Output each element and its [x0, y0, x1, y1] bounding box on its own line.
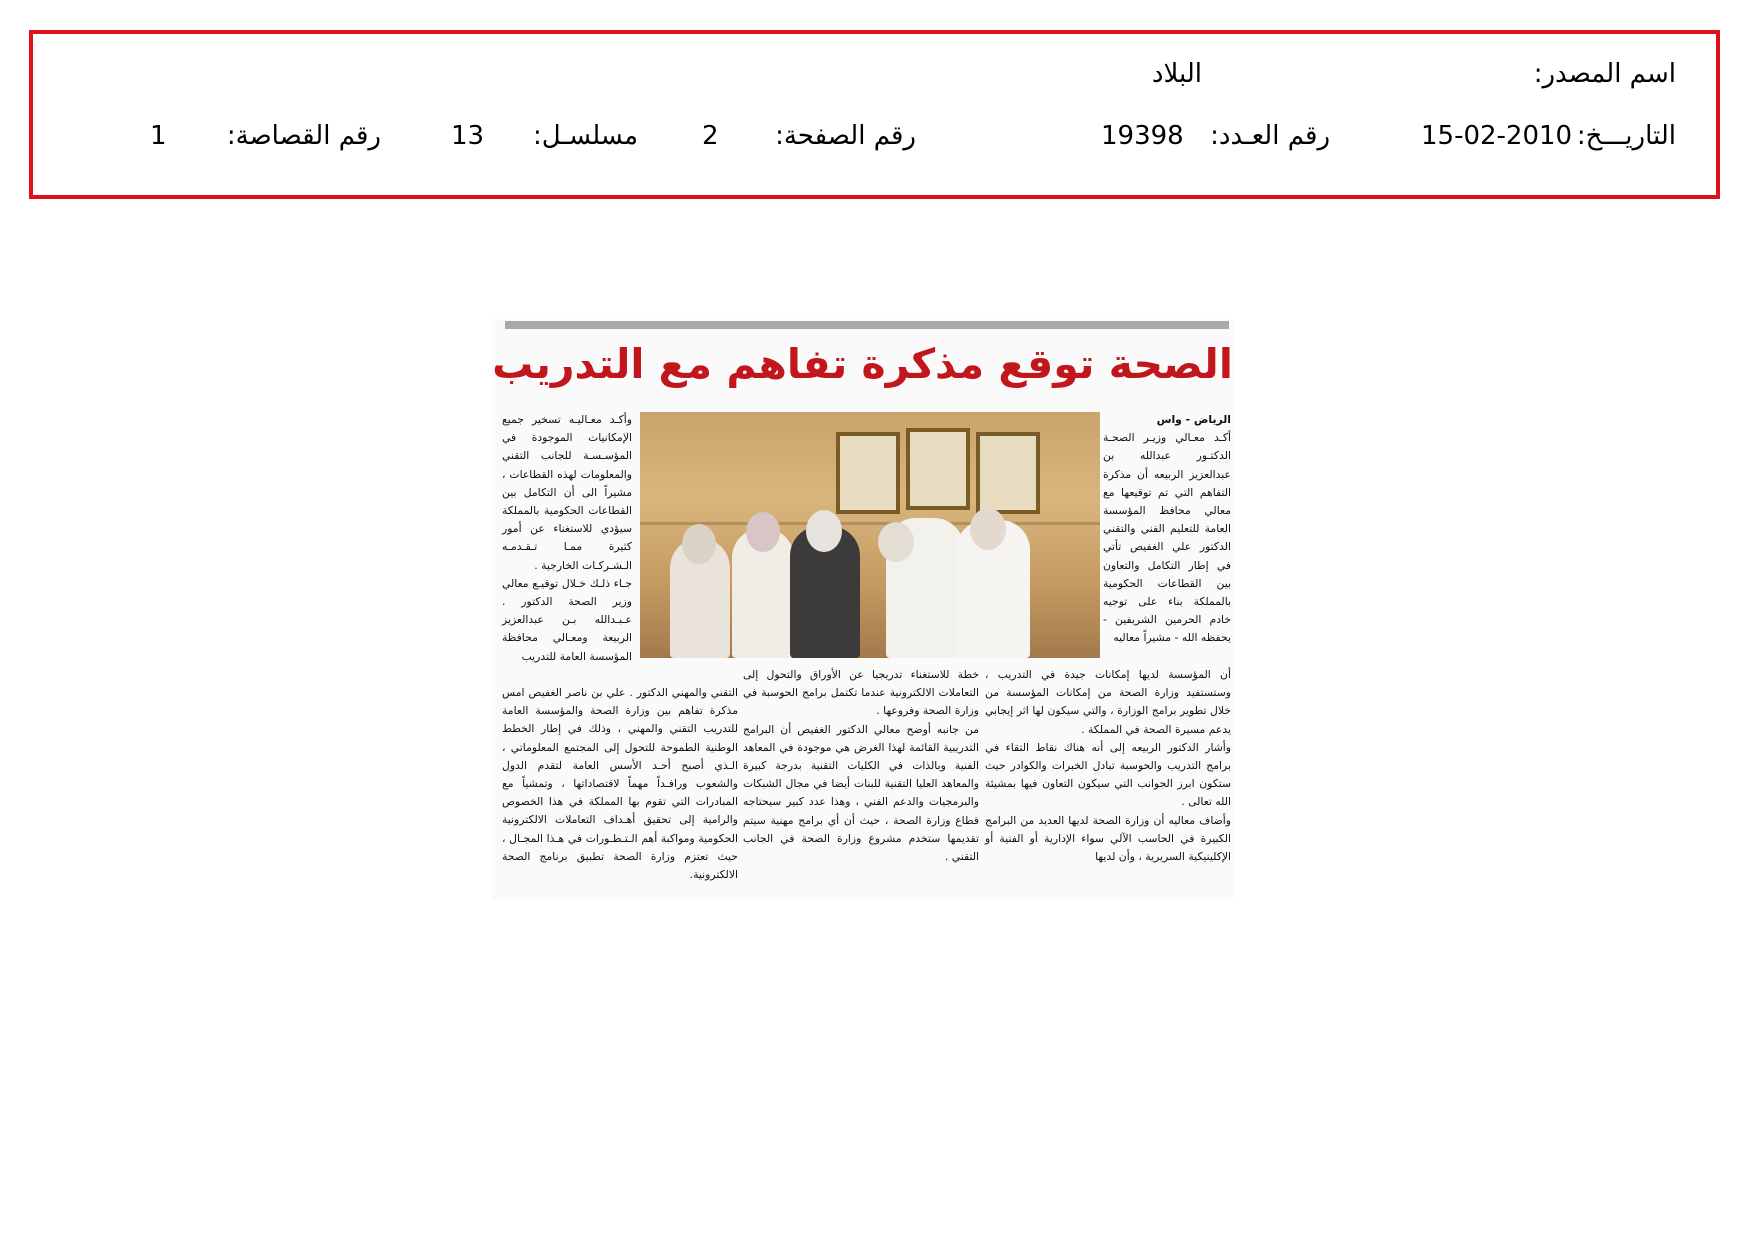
- clip-number-label: رقم القصاصة:: [226, 121, 381, 151]
- metadata-box: [29, 30, 1720, 199]
- article-column-right-bottom: [985, 666, 1231, 866]
- portrait-frame: [906, 428, 970, 510]
- issue-value: 19398: [1101, 121, 1184, 151]
- article-paragraph: أكـد معـالي وزيـر الصحـة الدكتـور عبدالله بن عبدالعزيز الربيعه أن مذكرة التفاهم التي تم توقيعها مع معالي محافظ المؤسسة العامة للتعليم الفني والتقني الدكتور علي الغفيص تأتي في إطار التكامل والتعاون بين القطاعات الحكومية بالمملكة بناء على توجيه خادم الحرمين الشريفين - يحفظه الله - مشيراً معاليه: [1103, 431, 1231, 645]
- article-dateline: الرياض - واس: [1156, 413, 1231, 426]
- article-paragraph: وأضاف معاليه أن وزارة الصحة لديها العديد من البرامج الكبيرة في الحاسب الآلي سواء الإدارية أو الفنية أو الإكلينيكية السريرية ، وأن لديها: [985, 813, 1231, 864]
- article-paragraph: وأشار الدكتور الربيعه إلى أنه هناك نقاط التقاء في برامج التدريب والحوسبة تبادل الخبرات والكوادر حيث ستكون ابرز الجوانب التي سيكون التعاون فيها بمشيئة الله تعالى .: [985, 740, 1231, 809]
- article-paragraph: التقني والمهني الدكتور . علي بن ناصر الغفيص امس مذكرة تفاهم بين وزارة الصحة والمؤسسة العامة للتدريب التقني والمهني ، وذلك في إطار الخطط الوطنية الطموحة للتحول إلى المجتمع المعلوماتي ، الـذي أصبح أحـد الأسس العامة لتقدم الدول والشعوب ورافـداً مهماً لاقتصاداتها ، وتمشياً مع المبادرات التي تقوم بها المملكة في هذا الخصوص والرامية إلى تحقيق أهـداف التعاملات الالكترونية الحكومية ومواكبة أهم الـتـطـورات في هـذا المجـال ، حيث تعتزم وزارة الصحة تطبيق برنامج الصحة الالكترونية.: [502, 686, 738, 882]
- article-column-right-top: [1103, 411, 1231, 648]
- serial-value: 13: [451, 121, 485, 151]
- article-column-middle: [743, 666, 979, 866]
- issue-label: رقم العـدد:: [1210, 121, 1330, 151]
- article-headline: الصحة توقع مذكرة تفاهم مع التدريب: [492, 340, 1233, 388]
- clip-number-value: 1: [150, 121, 167, 151]
- source-label: اسم المصدر:: [1533, 59, 1676, 89]
- page-label: رقم الصفحة:: [775, 121, 916, 151]
- article-paragraph: جـاء ذلـك خـلال توقيـع معالي وزير الصحة الدكتور . عـبـدالله بـن عبدالعزيز الربيعة ومعـالي محافظة المؤسسة العامة للتدريب: [502, 576, 632, 663]
- portrait-frame: [976, 432, 1040, 514]
- portrait-frame: [836, 432, 900, 514]
- article-column-left-top: [502, 411, 632, 666]
- article-column-left-bottom: [502, 684, 738, 884]
- article-paragraph: خطة للاستغناء تدريجيا عن الأوراق والتحول إلى التعاملات الالكترونية عندما تكتمل برامج الحوسبة في وزارة الصحة وفروعها .: [743, 668, 979, 718]
- page-value: 2: [702, 121, 719, 151]
- serial-label: مسلسـل:: [533, 121, 638, 151]
- clipping-top-rule: [505, 321, 1229, 329]
- newspaper-clipping: [492, 319, 1233, 899]
- article-paragraph: أن المؤسسة لديها إمكانات جيدة في التدريب ، وستستفيد وزارة الصحة من إمكانات المؤسسة من خلال تطوير برامج الوزارة ، والتي سيكون لها اثر إيجابي يدعم مسيرة الصحة في المملكة .: [985, 668, 1231, 736]
- article-paragraph: من جانبه أوضح معالي الدكتور الغفيص أن البرامج التدريبية القائمة لهذا الغرض هي موجودة في المعاهد الفنية وبالذات في الكليات التقنية بدرجة كبيرة والمعاهد العليا التقنية للبنات أيضا في مجال الشبكات والبرمجيات والدعم الفني ، وهذا عدد كبير سيحتاجه قطاع وزارة الصحة ، حيث أن أي برامج مهنية سيتم تقديمها ستخدم مشروع وزارة الصحة في الجانب التقني .: [743, 722, 979, 864]
- article-paragraph: وأكـد معـاليـه تسخير جميع الإمكانيات الموجودة في المؤسـسـة للجانب التقني والمعلومات لهذه القطاعات ، مشيراً الى أن التكامل بين القطاعات الحكومية بالمملكة سيؤدي للاستغناء عن أمور كثيرة ممـا تـقـدمـه الـشـركـات الخارجية .: [502, 413, 632, 572]
- article-photo: [640, 412, 1100, 658]
- date-label: التاريـــخ:: [1576, 121, 1676, 151]
- source-value: البلاد: [1151, 59, 1202, 89]
- date-value: 15-02-2010: [1421, 121, 1573, 151]
